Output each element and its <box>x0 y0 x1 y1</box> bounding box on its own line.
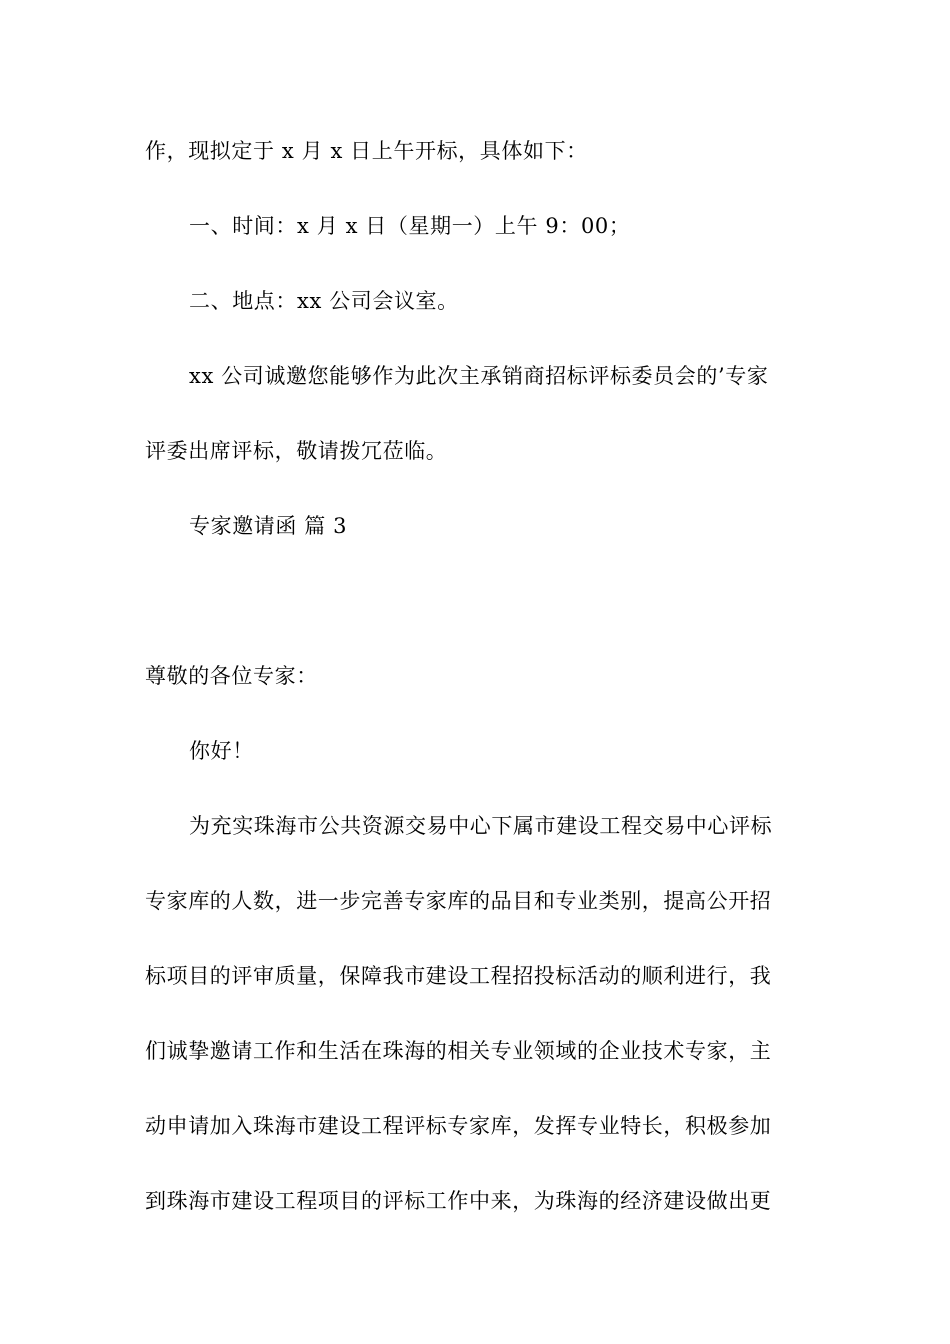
text-line: 标项目的评审质量，保障我市建设工程招投标活动的顺利进行，我 <box>145 964 772 988</box>
text-line: 作，现拟定于 x 月 x 日上午开标，具体如下： <box>145 139 588 163</box>
text-line: 为充实珠海市公共资源交易中心下属市建设工程交易中心评标 <box>189 814 773 838</box>
text-line: 二、地点：xx 公司会议室。 <box>189 289 459 313</box>
text-line: 动申请加入珠海市建设工程评标专家库，发挥专业特长，积极参加 <box>145 1114 772 1138</box>
text-line: 评委出席评标，敬请拨冗莅临。 <box>145 439 448 463</box>
text-line: 专家库的人数，进一步完善专家库的品目和专业类别，提高公开招 <box>145 889 772 913</box>
text-line: 到珠海市建设工程项目的评标工作中来，为珠海的经济建设做出更 <box>145 1189 772 1213</box>
greeting: 你好！ <box>189 739 254 763</box>
section-heading: 专家邀请函 篇 3 <box>189 514 348 538</box>
text-line: 们诚挚邀请工作和生活在珠海的相关专业领域的企业技术专家，主 <box>145 1039 772 1063</box>
text-line: xx 公司诚邀您能够作为此次主承销商招标评标委员会的’专家 <box>189 364 769 388</box>
text-line: 一、时间：x 月 x 日（星期一）上午 9：00； <box>189 214 631 238</box>
salutation: 尊敬的各位专家： <box>145 664 318 688</box>
